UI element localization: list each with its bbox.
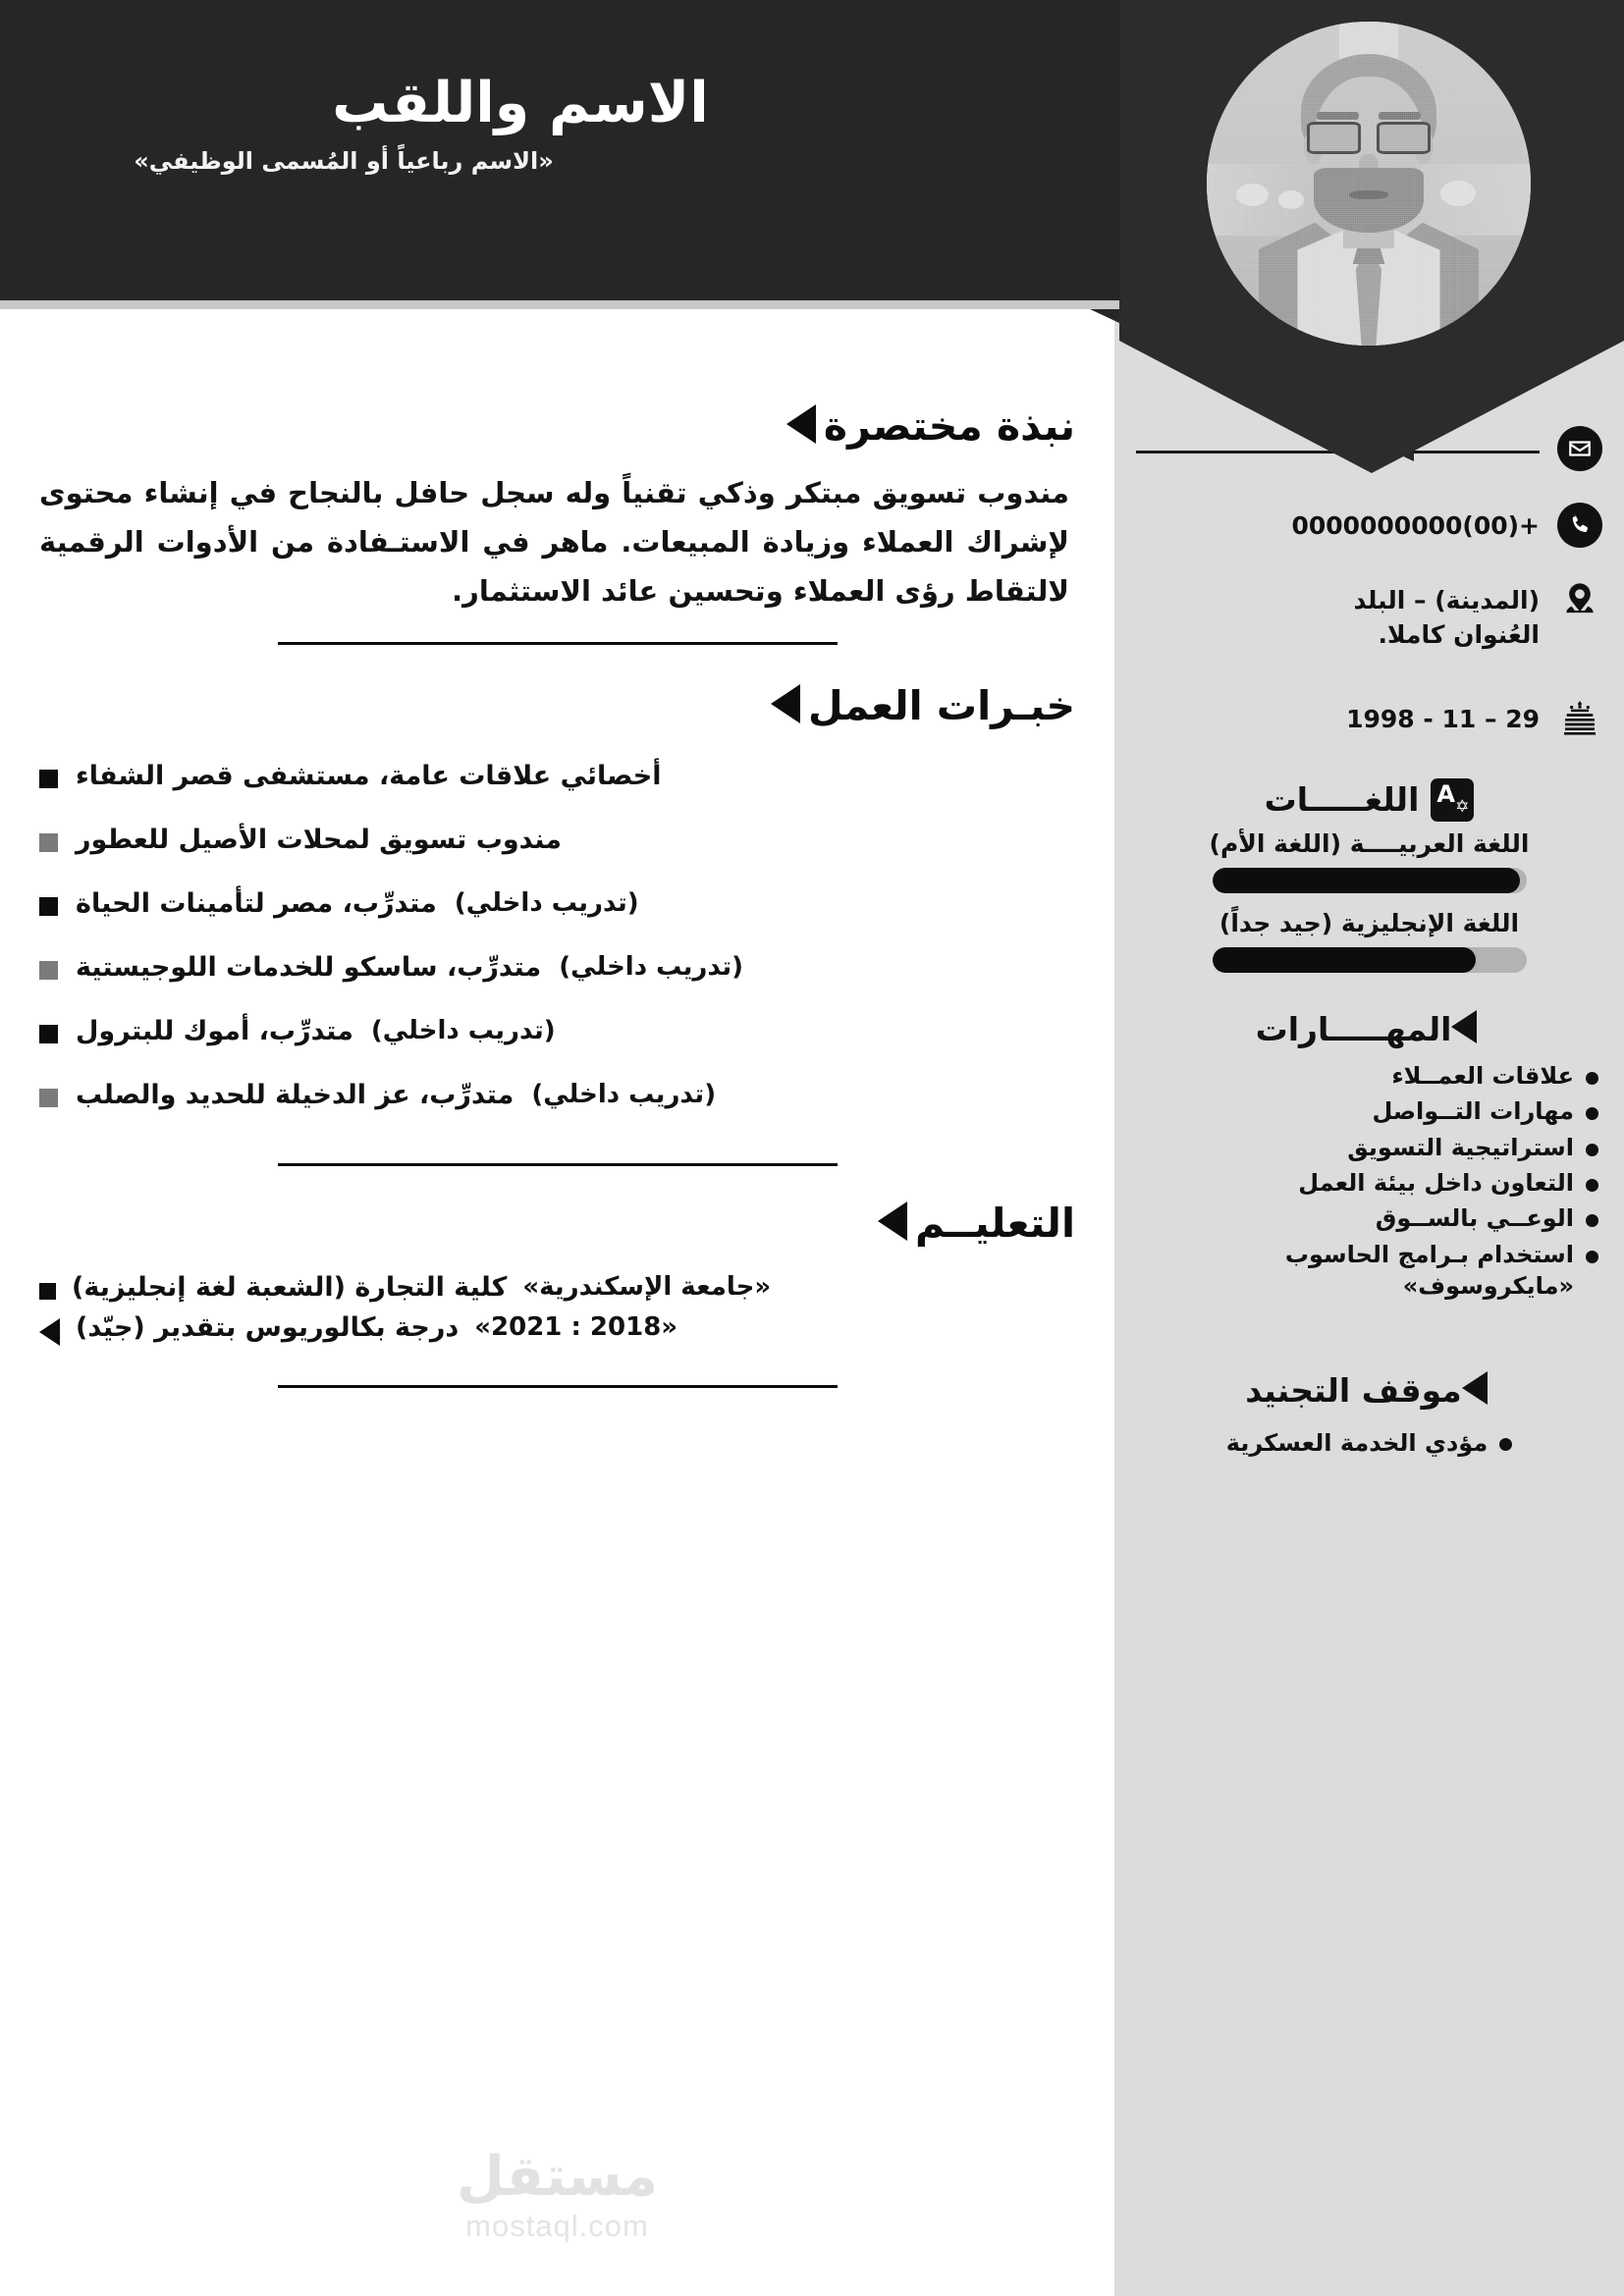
address-line-2: العُنوان كاملا. bbox=[1378, 620, 1540, 650]
skill-label: مهارات التــواصل bbox=[1372, 1097, 1574, 1126]
experience-row bbox=[39, 1078, 1075, 1112]
triangle-left-icon bbox=[771, 684, 800, 723]
section-divider bbox=[278, 642, 838, 645]
list-item bbox=[1140, 1427, 1598, 1459]
section-title-summary bbox=[39, 402, 1075, 450]
experience-note: (تدريب داخلي) bbox=[531, 1080, 717, 1110]
experience-note bbox=[579, 823, 1075, 825]
skills-list bbox=[1114, 1060, 1624, 1303]
experience-note: (تدريب داخلي) bbox=[454, 887, 639, 918]
bullet-dot-icon bbox=[1586, 1214, 1598, 1227]
sidebar-section-title-military bbox=[1114, 1371, 1624, 1410]
bullet-dot-icon bbox=[1586, 1072, 1598, 1085]
triangle-left-icon bbox=[1451, 1010, 1477, 1043]
language-item bbox=[1114, 829, 1624, 893]
birthdate-value: 29 – 11 - 1998 bbox=[1346, 704, 1540, 733]
military-list bbox=[1114, 1427, 1624, 1459]
language-label: اللغة العربيــــة (اللغة الأم) bbox=[1209, 828, 1530, 858]
bullet-dot-icon bbox=[1499, 1438, 1512, 1451]
sidebar bbox=[1114, 302, 1624, 2296]
translate-icon bbox=[1431, 778, 1474, 822]
main-content bbox=[0, 308, 1114, 1388]
experience-note bbox=[679, 759, 1076, 761]
sidebar-section-title-skills bbox=[1114, 1010, 1624, 1048]
section-divider bbox=[278, 1163, 838, 1166]
list-item bbox=[1140, 1095, 1598, 1127]
page-subtitle: «الاسم رباعياً أو المُسمى الوظيفي» bbox=[134, 147, 554, 175]
bullet-dot-icon bbox=[1586, 1179, 1598, 1192]
watermark-brand-ar: مستقل bbox=[457, 2145, 658, 2209]
sidebar-section-title-languages: اللغـــــات bbox=[1264, 779, 1420, 819]
education-side-text: «2018 : 2021» bbox=[474, 1312, 678, 1343]
language-label: اللغة الإنجليزية (جيد جداً) bbox=[1218, 908, 1520, 937]
mail-icon bbox=[1557, 426, 1602, 471]
experience-note: (تدريب داخلي) bbox=[559, 951, 744, 982]
address-line-1: (المدينة) – البلد bbox=[1353, 585, 1540, 614]
section-divider bbox=[278, 1385, 838, 1388]
language-level-bar bbox=[1213, 868, 1527, 893]
experience-title: أخصائي علاقات عامة، مستشفى قصر الشفاء bbox=[76, 760, 662, 791]
section-title-education bbox=[39, 1200, 1075, 1247]
triangle-left-icon bbox=[878, 1201, 907, 1241]
summary-title-text: نبذة مختصرة bbox=[823, 402, 1075, 450]
language-level-fill bbox=[1213, 868, 1521, 893]
triangle-left-icon bbox=[786, 404, 816, 444]
contact-row-address[interactable] bbox=[1114, 577, 1624, 653]
education-title-text: التعليــم bbox=[915, 1200, 1075, 1248]
experience-title-text: خبـرات العمل bbox=[807, 681, 1075, 729]
bullet-square-icon bbox=[39, 1283, 56, 1300]
bullet-dot-icon bbox=[1586, 1251, 1598, 1263]
bullet-square-icon bbox=[39, 897, 58, 916]
list-item bbox=[1140, 1060, 1598, 1092]
education-row bbox=[39, 1312, 1075, 1346]
experience-title: مندوب تسويق لمحلات الأصيل للعطور bbox=[76, 824, 562, 855]
skill-label: استراتيجية التسويق bbox=[1347, 1133, 1574, 1161]
list-item bbox=[1140, 1132, 1598, 1163]
experience-row bbox=[39, 823, 1075, 857]
education-main-text: كلية التجارة (الشعبة لغة إنجليزية) bbox=[72, 1272, 508, 1304]
sidebar-section-header-languages bbox=[1114, 778, 1624, 822]
skill-label: الوعــي بالســوق bbox=[1375, 1204, 1574, 1233]
skill-label: استخدام بـرامج الحاسوب «مايكروسوف» bbox=[1284, 1240, 1574, 1301]
education-row bbox=[39, 1272, 1075, 1303]
skill-label: التعاون داخل بيئة العمل bbox=[1298, 1169, 1574, 1198]
military-status-label: مؤدي الخدمة العسكرية bbox=[1225, 1428, 1489, 1457]
bullet-dot-icon bbox=[1586, 1107, 1598, 1120]
military-title-text: موقف التجنيد bbox=[1245, 1370, 1462, 1410]
photo-halftone-grain bbox=[1207, 22, 1531, 346]
bullet-square-icon bbox=[39, 770, 58, 788]
translate-icon-letter: A bbox=[1436, 779, 1455, 808]
education-list bbox=[39, 1272, 1075, 1346]
experience-title: متدرِّب، ساسكو للخدمات اللوجيستية bbox=[76, 951, 542, 983]
page-title: الاسم واللقب bbox=[332, 71, 709, 135]
language-level-bar bbox=[1213, 947, 1527, 973]
skills-title-text: المهـــــارات bbox=[1255, 1009, 1452, 1048]
bullet-square-icon bbox=[39, 833, 58, 852]
bullet-dot-icon bbox=[1586, 1144, 1598, 1156]
skill-label: علاقات العمــلاء bbox=[1391, 1061, 1574, 1090]
experience-title: متدرِّب، عز الدخيلة للحديد والصلب bbox=[76, 1080, 514, 1111]
header-band-bottom-edge bbox=[0, 300, 1127, 309]
list-item bbox=[1140, 1167, 1598, 1199]
bullet-square-icon bbox=[39, 961, 58, 980]
experience-row bbox=[39, 950, 1075, 985]
phone-value: +(00)0000000000 bbox=[1291, 510, 1540, 540]
triangle-left-icon bbox=[39, 1318, 60, 1346]
list-item bbox=[1140, 1239, 1598, 1303]
bullet-square-icon bbox=[39, 1025, 58, 1043]
education-main-text: درجة بكالوريوس بتقدير (جيّد) bbox=[76, 1312, 460, 1344]
triangle-left-icon bbox=[1462, 1371, 1488, 1405]
experience-row bbox=[39, 886, 1075, 921]
bullet-square-icon bbox=[39, 1089, 58, 1107]
contact-row-phone[interactable] bbox=[1114, 503, 1624, 548]
address-value bbox=[1136, 577, 1540, 653]
watermark-brand-en: mostaql.com bbox=[465, 2209, 649, 2243]
education-side-text: «جامعة الإسكندرية» bbox=[522, 1272, 772, 1303]
watermark bbox=[0, 2145, 1114, 2244]
experience-list bbox=[39, 759, 1075, 1113]
experience-title: متدرِّب، مصر لتأمينات الحياة bbox=[76, 887, 437, 919]
language-level-fill bbox=[1213, 947, 1477, 973]
contact-row-birthdate[interactable] bbox=[1114, 696, 1624, 741]
experience-row bbox=[39, 1014, 1075, 1048]
translate-icon-glyph: ✡ bbox=[1455, 796, 1470, 817]
section-title-experience bbox=[39, 682, 1075, 729]
birthday-cake-icon bbox=[1557, 696, 1602, 741]
phone-icon bbox=[1557, 503, 1602, 548]
experience-note: (تدريب داخلي) bbox=[370, 1016, 556, 1045]
summary-paragraph: مندوب تسويق مبتكر وذكي تقنياً وله سجل حافل بالنجاح في إنشاء محتوى لإشراك العملاء وزيادة المبيعات. ماهر في الاستـفادة من الأدوات الرقمية لالتقاط رؤى العملاء وتحسين عائد الاستثمار. bbox=[39, 476, 1069, 608]
language-item bbox=[1114, 909, 1624, 973]
avatar bbox=[1207, 22, 1531, 346]
location-pin-icon bbox=[1557, 577, 1602, 622]
list-item bbox=[1140, 1202, 1598, 1234]
experience-row bbox=[39, 759, 1075, 793]
experience-title: متدرِّب، أموك للبترول bbox=[76, 1016, 353, 1046]
